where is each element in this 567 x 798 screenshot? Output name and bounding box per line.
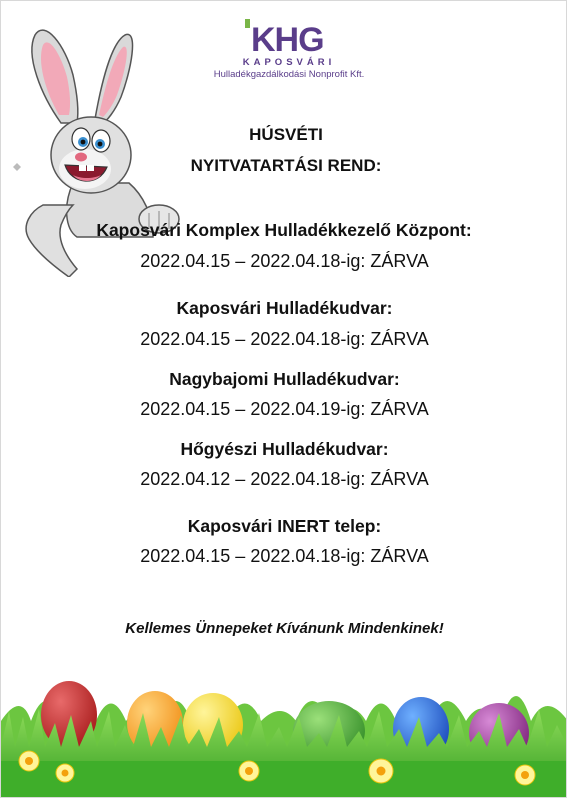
site-name: Nagybajomi Hulladékudvar: [169, 369, 400, 389]
site-dates: 2022.04.15 – 2022.04.19-ig: ZÁRVA [140, 399, 429, 419]
title-line-2: NYITVATARTÁSI REND: [190, 156, 382, 175]
site-name: Hőgyészi Hulladékudvar: [180, 439, 389, 459]
site-name: Kaposvári Komplex Hulladékkezelő Központ: [96, 220, 472, 240]
site-dates: 2022.04.15 – 2022.04.18-ig: ZÁRVA [140, 546, 429, 566]
flower-icon [515, 765, 535, 785]
flower-icon [56, 764, 74, 782]
site-dates: 2022.04.15 – 2022.04.18-ig: ZÁRVA [140, 329, 429, 349]
logo-line-company: Hulladékgazdálkodási Nonprofit Kft. [213, 69, 365, 80]
company-logo [197, 15, 397, 85]
site-dates: 2022.04.12 – 2022.04.18-ig: ZÁRVA [140, 469, 429, 489]
flower-icon [239, 761, 259, 781]
svg-text:KHG: KHG [251, 21, 324, 57]
site-dates: 2022.04.15 – 2022.04.18-ig: ZÁRVA [140, 251, 429, 271]
title-line-1: HÚSVÉTI [249, 125, 323, 144]
logo-line-kaposvari: KAPOSVÁRI [242, 57, 336, 68]
holiday-greeting: Kellemes Ünnepeket Kívánunk Mindenkinek! [125, 620, 444, 637]
khg-logo-icon [241, 17, 333, 57]
flower-icon [369, 759, 393, 783]
flower-icon [19, 751, 39, 771]
site-name: Kaposvári INERT telep: [187, 516, 382, 536]
site-name: Kaposvári Hulladékudvar: [176, 298, 393, 318]
easter-eggs-grass-icon [1, 651, 567, 798]
